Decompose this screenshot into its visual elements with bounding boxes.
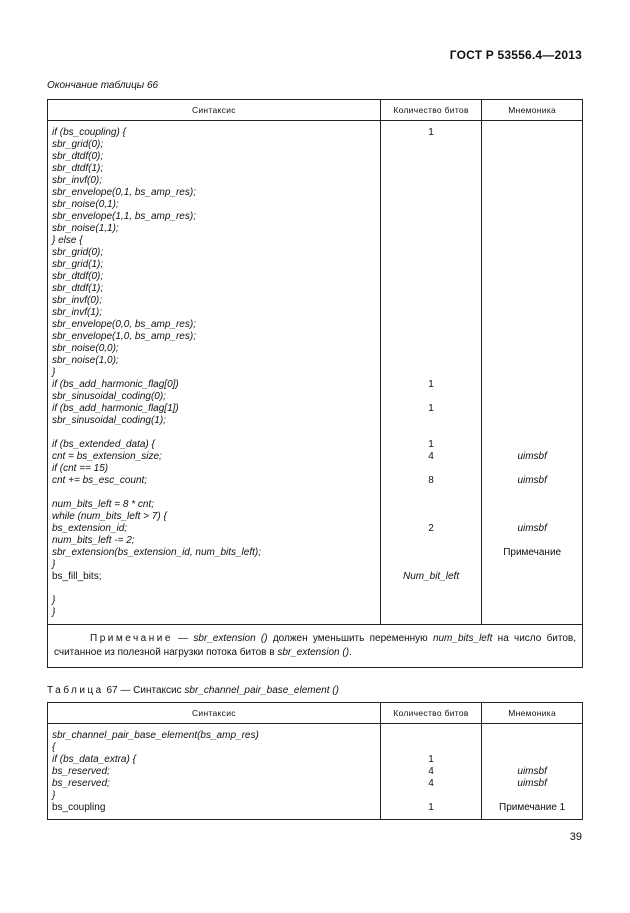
syntax-line: if (bs_coupling) { (52, 127, 126, 138)
note-text3: . (349, 647, 352, 658)
syntax-line: } (52, 790, 56, 801)
syntax-line (52, 427, 376, 439)
bits-cell (385, 295, 478, 307)
mnemonic-cell (486, 487, 578, 499)
syntax-line: sbr_grid(0); (52, 139, 104, 150)
syntax-line: } else { (52, 235, 83, 246)
header-bits: Количество битов (380, 703, 481, 724)
bits-cell: Num_bit_left (402, 571, 460, 582)
bits-cell (385, 151, 478, 163)
bits-cell: 4 (428, 778, 434, 789)
note-lead: Примечание (90, 633, 173, 644)
mnemonic-cell (486, 343, 578, 355)
syntax-line (52, 487, 376, 499)
mnemonic-cell (486, 427, 578, 439)
bits-cell (385, 331, 478, 343)
syntax-line: cnt = bs_extension_size; (52, 451, 162, 462)
mnemonic-cell (486, 415, 578, 427)
syntax-line: sbr_grid(1); (52, 259, 104, 270)
bits-cell: 1 (428, 754, 434, 765)
syntax-line: sbr_envelope(1,0, bs_amp_res); (52, 331, 196, 342)
bits-cell: 8 (428, 475, 434, 486)
syntax-line: bs_reserved; (52, 766, 110, 777)
mnemonic-cell (486, 499, 578, 511)
mnemonic-cell (486, 271, 578, 283)
mnemonic-cell: Примечание (503, 547, 562, 558)
note-text2: на число битов, считанное из полезной нагрузки потока битов в (54, 633, 577, 658)
syntax-line: sbr_noise(0,0); (52, 343, 119, 354)
mnemonic-cell (486, 595, 578, 607)
document-header: ГОСТ Р 53556.4—2013 (449, 48, 582, 62)
mnemonic-cell (486, 295, 578, 307)
mnemonic-cell (486, 730, 578, 742)
syntax-line: if (cnt == 15) (52, 463, 109, 474)
bits-cell (385, 487, 478, 499)
table-66-note (48, 625, 583, 668)
bits-cell (385, 319, 478, 331)
syntax-line: sbr_sinusoidal_coding(1); (52, 415, 166, 426)
syntax-line: sbr_dtdf(0); (52, 271, 104, 282)
syntax-line: sbr_invf(0); (52, 175, 103, 186)
syntax-line: } (52, 595, 56, 606)
mnemonic-cell (486, 403, 578, 415)
syntax-line: sbr_extension(bs_extension_id, num_bits_left); (52, 547, 262, 558)
mnemonic-cell: uimsbf (517, 523, 547, 534)
bits-cell (385, 499, 478, 511)
mnemonic-cell (486, 139, 578, 151)
syntax-line: bs_fill_bits; (52, 571, 102, 582)
mnemonic-cell (486, 187, 578, 199)
mnemonic-cell (486, 151, 578, 163)
note-dash: — (172, 633, 194, 644)
syntax-line: num_bits_left = 8 * cnt; (52, 499, 155, 510)
table-67-body-row (48, 724, 583, 820)
bits-cell (385, 595, 478, 607)
mnemonic-cell (486, 571, 578, 583)
header-bits: Количество битов (380, 100, 482, 121)
bits-cell (385, 223, 478, 235)
bits-cell (385, 415, 478, 427)
syntax-line: { (52, 742, 56, 753)
bits-cell (385, 355, 478, 367)
bits-cell (385, 535, 478, 547)
syntax-line (52, 583, 376, 595)
mnemonic-cell (486, 355, 578, 367)
mnemonic-cell (486, 247, 578, 259)
bits-cell (385, 163, 478, 175)
bits-cell (385, 283, 478, 295)
bits-cell (385, 391, 478, 403)
bits-cell: 1 (428, 127, 434, 138)
mnemonic-cell: uimsbf (517, 778, 547, 789)
table-66-note-row (48, 625, 583, 668)
syntax-line: sbr_grid(0); (52, 247, 104, 258)
syntax-line: sbr_dtdf(1); (52, 163, 104, 174)
table-66-body-row (48, 121, 583, 625)
bits-cell (385, 730, 477, 742)
mnemonic-cell (486, 583, 578, 595)
note-func2: sbr_extension () (277, 647, 350, 658)
bits-cell (385, 790, 477, 802)
syntax-line: bs_coupling (52, 802, 106, 813)
header-mnemonic: Мнемоника (482, 703, 583, 724)
bits-column (380, 121, 482, 625)
bits-cell (385, 547, 478, 559)
mnemonic-cell (486, 163, 578, 175)
mnemonic-cell (486, 331, 578, 343)
bits-cell (385, 211, 478, 223)
bits-cell: 1 (428, 379, 434, 390)
bits-cell (385, 367, 478, 379)
mnemonic-cell (486, 319, 578, 331)
note-func1: sbr_extension () (193, 633, 268, 644)
bits-cell: 4 (428, 766, 434, 777)
syntax-line: num_bits_left -= 2; (52, 535, 135, 546)
syntax-line: sbr_invf(0); (52, 295, 103, 306)
bits-cell (385, 511, 478, 523)
bits-cell (385, 175, 478, 187)
bits-cell: 4 (428, 451, 434, 462)
bits-cell: 2 (428, 523, 434, 534)
table-67-caption-rest: 67 — Синтаксис (103, 685, 185, 696)
syntax-line: if (bs_add_harmonic_flag[1]) (52, 403, 179, 414)
bits-cell (385, 199, 478, 211)
syntax-line: sbr_noise(1,0); (52, 355, 119, 366)
mnemonic-cell (486, 559, 578, 571)
table-67-caption-lead: Таблица (47, 685, 104, 696)
mnemonic-cell (486, 439, 578, 451)
table-66-header-row (48, 100, 583, 121)
syntax-line: bs_extension_id; (52, 523, 128, 534)
table-67-caption-func: sbr_channel_pair_base_element () (184, 685, 339, 696)
mnemonic-cell (486, 742, 578, 754)
mnemonic-cell (486, 790, 578, 802)
table-66-caption: Окончание таблицы 66 (47, 80, 159, 91)
syntax-line: sbr_dtdf(1); (52, 283, 104, 294)
syntax-line: cnt += bs_esc_count; (52, 475, 148, 486)
mnemonic-cell (486, 367, 578, 379)
bits-cell (385, 259, 478, 271)
mnemonic-cell (486, 607, 578, 619)
mnemonic-cell (486, 307, 578, 319)
syntax-line: sbr_sinusoidal_coding(0); (52, 391, 166, 402)
bits-cell (385, 139, 478, 151)
syntax-column (48, 724, 381, 820)
bits-cell (385, 235, 478, 247)
mnemonic-cell (486, 754, 578, 766)
mnemonic-cell (486, 535, 578, 547)
mnemonic-cell: uimsbf (517, 451, 547, 462)
mnemonic-cell (486, 175, 578, 187)
mnemonic-cell (486, 259, 578, 271)
syntax-line: while (num_bits_left > 7) { (52, 511, 167, 522)
syntax-line: } (52, 559, 56, 570)
mnemonic-cell: uimsbf (517, 475, 547, 486)
syntax-column (48, 121, 381, 625)
syntax-line: } (52, 367, 56, 378)
table-67 (47, 702, 583, 820)
mnemonic-cell (486, 391, 578, 403)
mnemonic-cell (486, 235, 578, 247)
bits-cell (385, 427, 478, 439)
syntax-line: sbr_channel_pair_base_element(bs_amp_res) (52, 730, 259, 741)
mnemonic-cell: Примечание 1 (499, 802, 566, 813)
table-66 (47, 99, 583, 668)
bits-cell (385, 187, 478, 199)
syntax-line: if (bs_add_harmonic_flag[0]) (52, 379, 179, 390)
bits-cell (385, 247, 478, 259)
syntax-line: sbr_dtdf(0); (52, 151, 104, 162)
bits-cell (385, 271, 478, 283)
syntax-line: if (bs_extended_data) { (52, 439, 155, 450)
bits-cell (385, 307, 478, 319)
syntax-line: sbr_envelope(0,0, bs_amp_res); (52, 319, 196, 330)
bits-cell (385, 343, 478, 355)
syntax-line: sbr_noise(0,1); (52, 199, 119, 210)
bits-column (380, 724, 481, 820)
syntax-line: sbr_invf(1); (52, 307, 103, 318)
mnemonic-column (482, 121, 583, 625)
bits-cell: 1 (428, 439, 434, 450)
bits-cell: 1 (428, 403, 434, 414)
mnemonic-cell (486, 283, 578, 295)
mnemonic-cell: uimsbf (517, 766, 547, 777)
note-var: num_bits_left (432, 633, 493, 644)
syntax-line: sbr_envelope(1,1, bs_amp_res); (52, 211, 196, 222)
bits-cell: 1 (428, 802, 434, 813)
syntax-line: } (52, 607, 56, 618)
note-text1: должен уменьшить переменную (267, 633, 433, 644)
syntax-line: bs_reserved; (52, 778, 110, 789)
bits-cell (385, 583, 478, 595)
syntax-line: sbr_envelope(0,1, bs_amp_res); (52, 187, 196, 198)
mnemonic-cell (486, 211, 578, 223)
mnemonic-cell (486, 199, 578, 211)
header-syntax: Синтаксис (48, 703, 381, 724)
syntax-line: if (bs_data_extra) { (52, 754, 136, 765)
mnemonic-column (482, 724, 583, 820)
mnemonic-cell (486, 127, 578, 139)
table-67-header-row (48, 703, 583, 724)
bits-cell (385, 742, 477, 754)
bits-cell (385, 607, 478, 619)
syntax-line: sbr_noise(1,1); (52, 223, 119, 234)
bits-cell (385, 559, 478, 571)
mnemonic-cell (486, 511, 578, 523)
mnemonic-cell (486, 463, 578, 475)
page-number: 39 (569, 831, 582, 843)
header-mnemonic: Мнемоника (482, 100, 583, 121)
mnemonic-cell (486, 379, 578, 391)
header-syntax: Синтаксис (48, 100, 381, 121)
mnemonic-cell (486, 223, 578, 235)
table-67-caption (47, 685, 339, 696)
bits-cell (385, 463, 478, 475)
